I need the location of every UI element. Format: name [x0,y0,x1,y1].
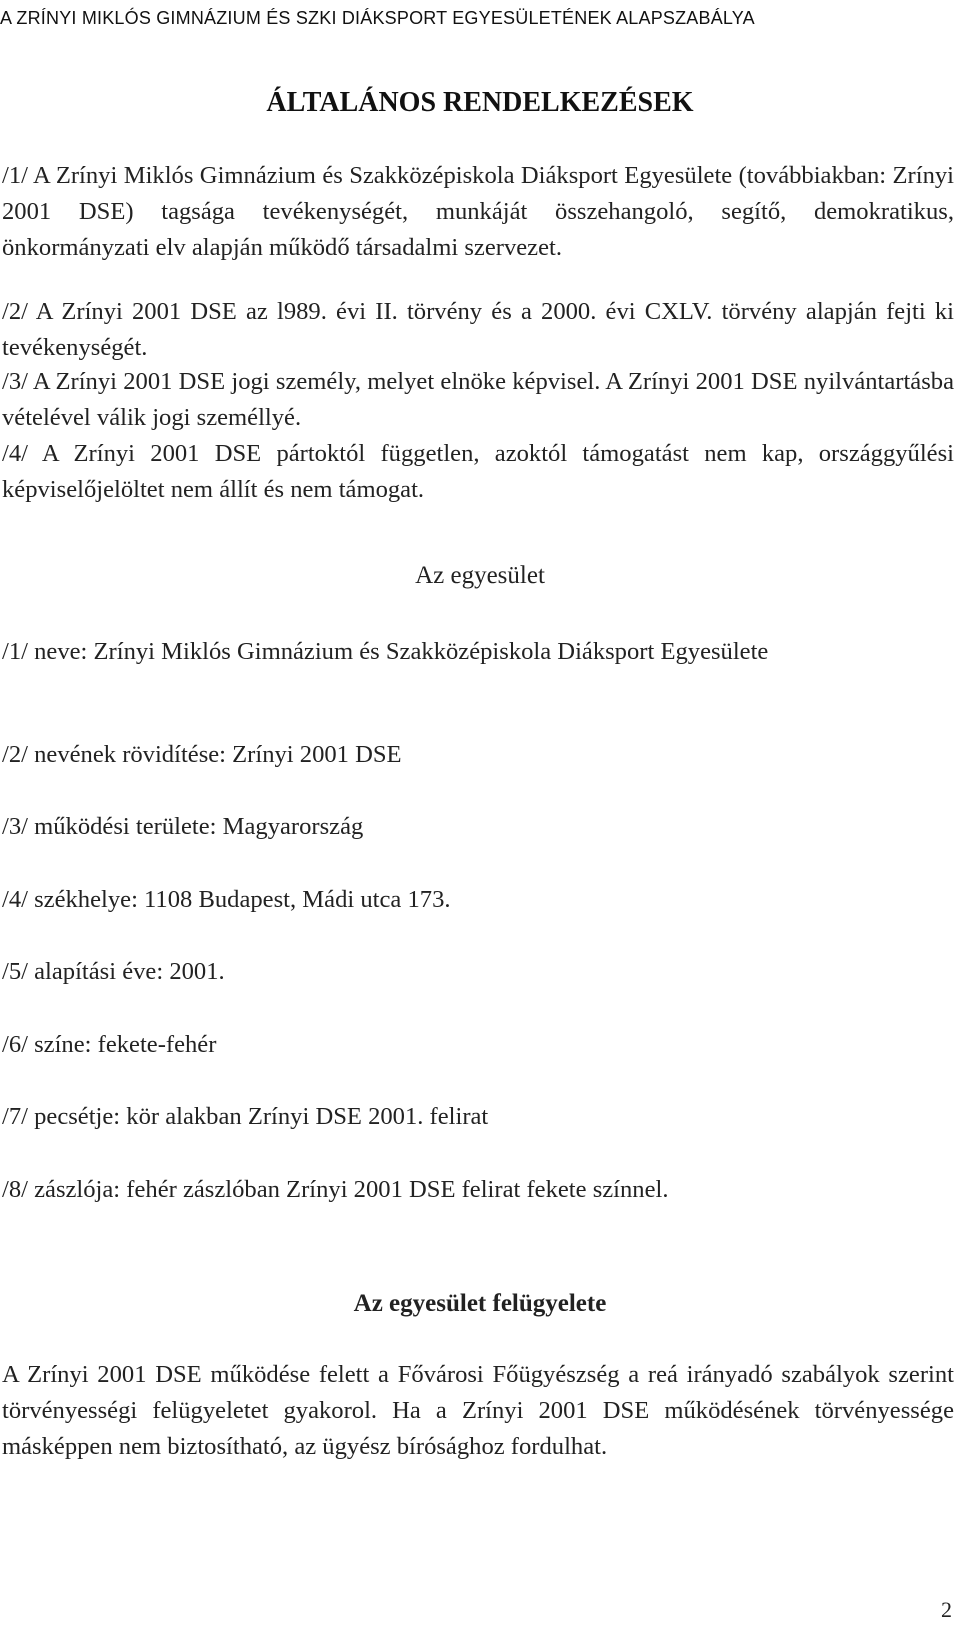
supervision-paragraph: A Zrínyi 2001 DSE működése felett a Fővárosi Főügyészség a reá irányadó szabályok szerint törvényességi felügyeletet gyakorol. Ha a Zrínyi 2001 DSE működésének törvényessége másképpen nem biztosítható, az ügyész bírósághoz fordulhat. [2,1361,954,1460]
general-provisions-title: ÁLTALÁNOS RENDELKEZÉSEK [266,87,694,118]
association-item-abbreviation: /2/ nevének rövidítése: Zrínyi 2001 DSE [2,741,402,768]
supervision-title: Az egyesület felügyelete [353,1290,607,1317]
association-item-seal: /7/ pecsétje: kör alakban Zrínyi DSE 2001. felirat [2,1103,489,1130]
association-item-founded: /5/ alapítási éve: 2001. [2,958,225,985]
association-item-color: /6/ színe: fekete-fehér [2,1031,217,1058]
general-paragraph-2: /2/ A Zrínyi 2001 DSE az l989. évi II. törvény és a 2000. évi CXLV. törvény alapján fejti ki tevékenységét. [2,298,954,361]
association-item-flag: /8/ zászlója: fehér zászlóban Zrínyi 2001 DSE felirat fekete színnel. [2,1176,669,1203]
association-item-area: /3/ működési területe: Magyarország [2,813,364,840]
general-paragraph-1: /1/ A Zrínyi Miklós Gimnázium és Szakközépiskola Diáksport Egyesülete (továbbiakban: Zrínyi 2001 DSE) tagsága tevékenységét, munkáját összehangoló, segítő, demokratikus, önkormányzati elv alapján működő társadalmi szervezet. [2,162,954,261]
general-paragraph-3: /3/ A Zrínyi 2001 DSE jogi személy, melyet elnöke képvisel. A Zrínyi 2001 DSE nyilvántartásba vételével válik jogi személlyé. [2,368,954,431]
association-item-name: /1/ neve: Zrínyi Miklós Gimnázium és Szakközépiskola Diáksport Egyesülete [2,638,769,665]
running-header: A ZRÍNYI MIKLÓS GIMNÁZIUM ÉS SZKI DIÁKSPORT EGYESÜLETÉNEK ALAPSZABÁLYA [0,8,755,28]
general-paragraph-4: /4/ A Zrínyi 2001 DSE pártoktól független, azoktól támogatást nem kap, országgyűlési képviselőjelöltet nem állít és nem támogat. [2,440,954,503]
association-item-seat: /4/ székhelye: 1108 Budapest, Mádi utca 173. [2,886,451,913]
page-number: 2 [941,1597,952,1622]
association-title: Az egyesület [415,562,545,589]
